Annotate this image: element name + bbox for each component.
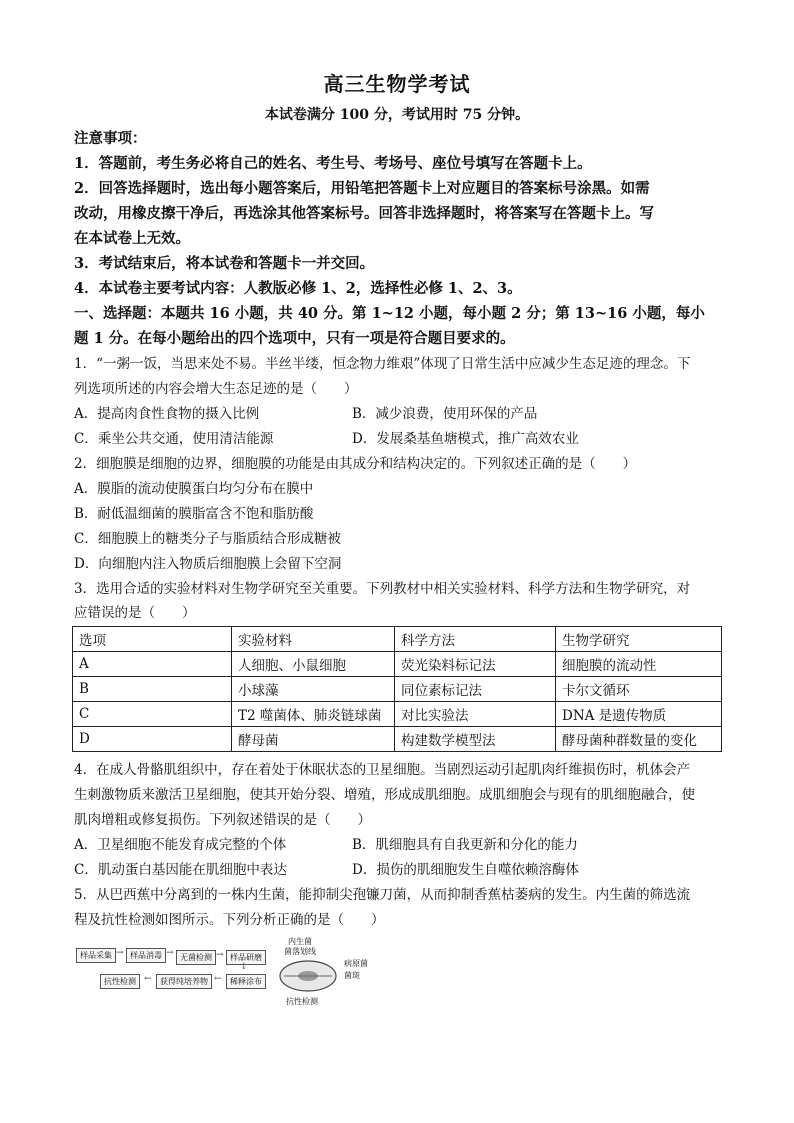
q4-option-a: A．卫星细胞不能发育成完整的个体 — [74, 837, 287, 853]
table-cell: 细胞膜的流动性 — [556, 652, 722, 677]
flow-step: 样品研磨 — [226, 950, 266, 965]
arrow-right-icon: → — [166, 948, 174, 958]
q1-option-b: B．减少浪费，使用环保的产品 — [352, 406, 538, 422]
notice-item: 2．回答选择题时，选出每小题答案后，用铅笔把答题卡上对应题目的答案标号涂黑。如需 — [74, 180, 650, 197]
q1-option-c: C．乘坐公共交通，使用清洁能源 — [74, 431, 274, 447]
table-cell: 构建数学模型法 — [395, 727, 556, 752]
table-row — [73, 702, 722, 727]
notice-item: 在本试卷上无效。 — [74, 230, 190, 247]
q4-option-c: C．肌动蛋白基因能在肌细胞中表达 — [74, 862, 287, 878]
table-header-cell: 生物学研究 — [556, 627, 722, 652]
q2-option-a: A．膜脂的流动使膜蛋白均匀分布在膜中 — [74, 481, 314, 497]
arrow-right-icon: → — [216, 950, 224, 960]
q5-petri-dish — [270, 936, 390, 1008]
notice-heading: 注意事项： — [74, 130, 147, 147]
q1-stem: 1．“一粥一饭，当思来处不易。半丝半缕，恒念物力维艰”体现了日常生活中应减少生态足迹的理念。下 — [74, 356, 691, 372]
q1-stem: 列选项所述的内容会增大生态足迹的是（ ） — [74, 381, 358, 397]
table-header-cell: 科学方法 — [395, 627, 556, 652]
section-heading: 一、选择题：本题共 16 小题，共 40 分。第 1~12 小题，每小题 2 分；第 13~16 小题，每小 — [74, 305, 705, 322]
table-header-cell: 实验材料 — [232, 627, 395, 652]
table-cell: B — [73, 677, 232, 702]
q4-stem: 4．在成人骨骼肌组织中，存在着处于休眠状态的卫星细胞。当剧烈运动引起肌肉纤维损伤时，机体会产 — [74, 762, 691, 778]
q1-option-d: D．发展桑基鱼塘模式，推广高效农业 — [352, 431, 579, 447]
q1-options-row — [74, 427, 722, 452]
table-cell: C — [73, 702, 232, 727]
q4-stem: 生刺激物质来激活卫星细胞，使其开始分裂、增殖，形成成肌细胞。成肌细胞会与现有的肌细胞融合，使 — [74, 787, 695, 803]
table-cell: DNA 是遗传物质 — [556, 702, 722, 727]
table-cell: 人细胞、小鼠细胞 — [232, 652, 395, 677]
table-cell: A — [73, 652, 232, 677]
q4-options-row — [74, 858, 722, 883]
dish-label: 抗性检测 — [286, 997, 318, 1006]
table-cell: 酵母菌 — [232, 727, 395, 752]
table-cell: 对比实验法 — [395, 702, 556, 727]
flow-step: 稀释涂布 — [226, 974, 266, 989]
q5-stem: 5．从巴西蕉中分离到的一株内生菌，能抑制尖孢镰刀菌，从而抑制香蕉枯萎病的发生。内生菌的筛选流 — [74, 887, 691, 903]
q2-option-c: C．细胞膜上的糖类分子与脂质结合形成糖被 — [74, 531, 341, 547]
notice-item: 1．答题前，考生务必将自己的姓名、考生号、考场号、座位号填写在答题卡上。 — [74, 155, 592, 172]
q4-stem: 肌肉增粗或修复损伤。下列叙述错误的是（ ） — [74, 812, 371, 828]
q2-option-b: B．耐低温细菌的膜脂富含不饱和脂肪酸 — [74, 506, 314, 522]
table-row — [73, 677, 722, 702]
exam-title: 高三生物学考试 — [323, 72, 471, 96]
flow-step: 抗性检测 — [100, 974, 140, 989]
flow-step: 获得纯培养物 — [156, 974, 212, 989]
q2-stem: 2．细胞膜是细胞的边界，细胞膜的功能是由其成分和结构决定的。下列叙述正确的是（ ） — [74, 456, 637, 472]
arrow-left-icon: ← — [214, 974, 222, 984]
arrow-right-icon: → — [116, 948, 124, 958]
dish-label: 菌落划线 — [284, 947, 316, 956]
table-cell: 酵母菌种群数量的变化 — [556, 727, 722, 752]
q1-option-a: A．提高肉食性食物的摄入比例 — [74, 406, 260, 422]
notice-item: 4．本试卷主要考试内容：人教版必修 1、2，选择性必修 1、2、3。 — [74, 280, 522, 297]
q3-stem: 应错误的是（ ） — [74, 605, 196, 621]
flow-step: 无菌检测 — [176, 950, 216, 965]
section-heading: 题 1 分。在每小题给出的四个选项中，只有一项是符合题目要求的。 — [74, 330, 515, 347]
table-cell: 小球藻 — [232, 677, 395, 702]
table-cell: D — [73, 727, 232, 752]
q4-options-row — [74, 833, 722, 858]
flow-step: 样品消毒 — [126, 948, 166, 963]
dish-label: 内生菌 — [288, 937, 312, 946]
q2-option-d: D．向细胞内注入物质后细胞膜上会留下空洞 — [74, 556, 342, 572]
notice-item: 改动，用橡皮擦干净后，再选涂其他答案标号。回答非选择题时，将答案写在答题卡上。写 — [74, 205, 654, 222]
q5-stem: 程及抗性检测如图所示。下列分析正确的是（ ） — [74, 912, 385, 928]
q3-table — [72, 626, 722, 752]
exam-subtitle: 本试卷满分 100 分，考试用时 75 分钟。 — [264, 107, 530, 123]
table-row — [73, 727, 722, 752]
table-cell: 卡尔文循环 — [556, 677, 722, 702]
dish-label: 病原菌 — [344, 959, 368, 968]
flow-step: 样品采集 — [76, 948, 116, 963]
table-cell: 同位素标记法 — [395, 677, 556, 702]
table-row — [73, 652, 722, 677]
dish-label: 菌斑 — [344, 971, 360, 980]
table-header-cell: 选项 — [73, 627, 232, 652]
table-header-row — [73, 627, 722, 652]
petri-dish-icon — [278, 958, 338, 994]
q4-option-d: D．损伤的肌细胞发生自噬依赖溶酶体 — [352, 862, 579, 878]
table-cell: 荧光染料标记法 — [395, 652, 556, 677]
table-cell: T2 噬菌体、肺炎链球菌 — [232, 702, 395, 727]
arrow-left-icon: ← — [144, 974, 152, 984]
notice-item: 3．考试结束后，将本试卷和答题卡一并交回。 — [74, 255, 375, 272]
q1-options-row — [74, 402, 722, 427]
q3-stem: 3．选用合适的实验材料对生物学研究至关重要。下列教材中相关实验材料、科学方法和生物学研究，对 — [74, 581, 691, 597]
arrow-down-icon: ↓ — [240, 962, 248, 972]
q4-option-b: B．肌细胞具有自我更新和分化的能力 — [352, 837, 578, 853]
